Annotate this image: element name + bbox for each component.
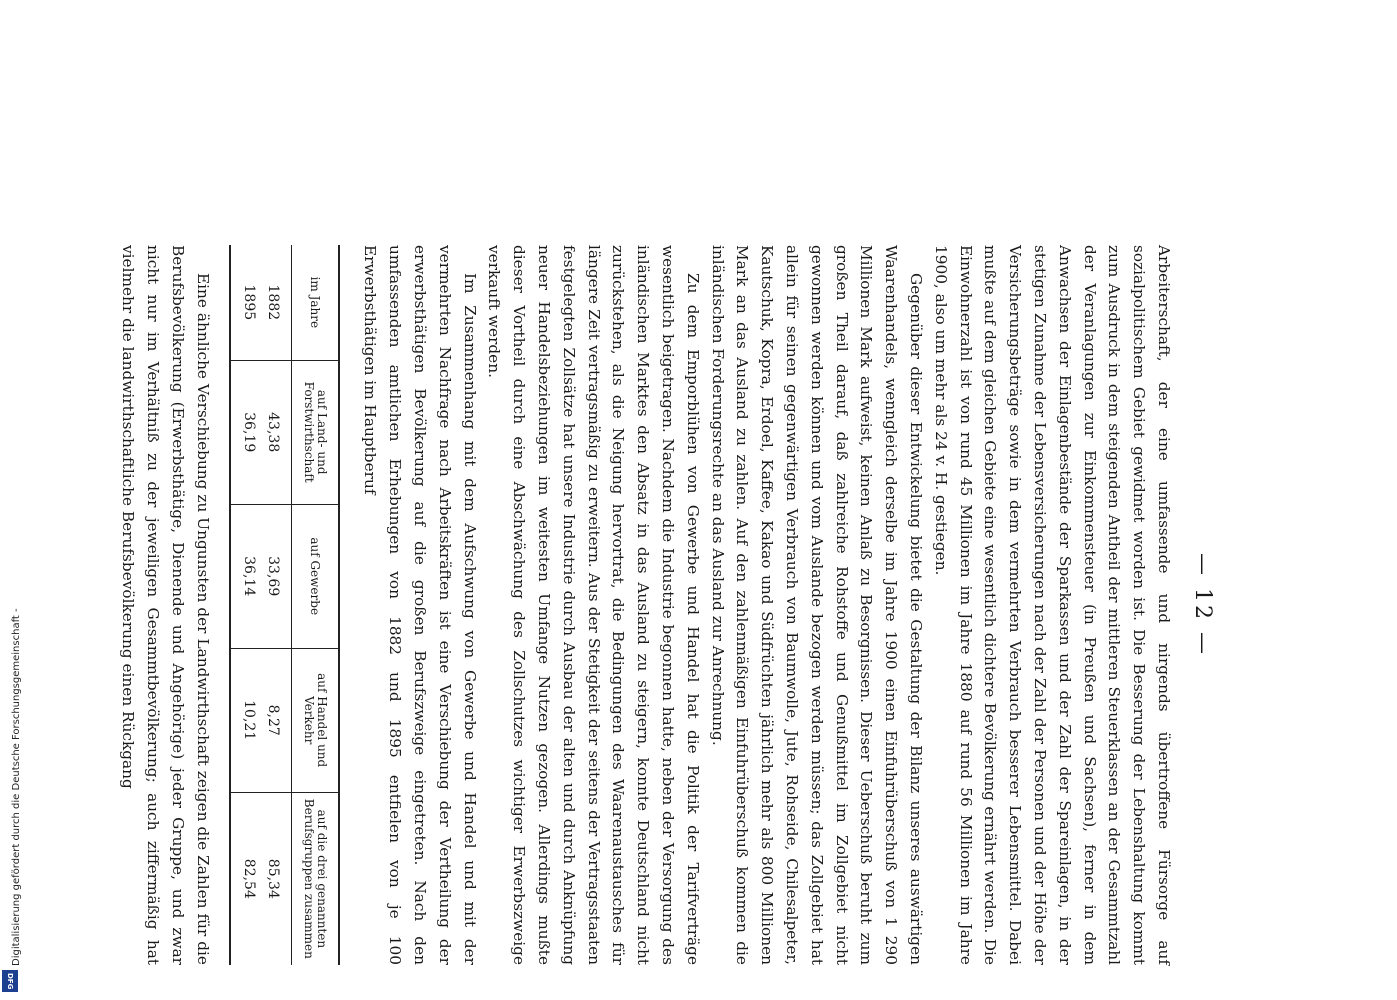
paragraph-4: Im Zusammenhang mit dem Aufschwung von Gewerbe und Handel und mit der vermehrten Nachfrage nach Arbeitskräften ist eine Verschiebung der Vertheilung der erwerbsthätigen Bevölkerung auf die großen Berufszweige eingetreten. Nach den umfassenden amtlichen Erhebungen von 1882 und 1895 entfielen von je 100 Erwerbsthätigen im Hauptberuf: [361, 245, 479, 965]
header-year: im Jahre: [291, 245, 339, 360]
cell-total: 82,54: [230, 792, 261, 965]
table-row: [261, 245, 292, 965]
cell-industry: 36,14: [230, 504, 261, 648]
credit-text: Digitalisierung gefördert durch die Deutsche Forschungsgemeinschaft -: [11, 608, 22, 966]
cell-trade: 8,27: [261, 648, 292, 792]
header-total: auf die drei genannten Berufsgruppen zusammen: [291, 792, 339, 965]
header-industry: auf Gewerbe: [291, 504, 339, 648]
cell-agriculture: 43,38: [261, 360, 292, 504]
table-header-row: [291, 245, 339, 965]
cell-year: 1895: [240, 284, 257, 321]
occupation-statistics-table: [229, 245, 340, 965]
paragraph-3: Zu dem Emporblühen von Gewerbe und Handel hat die Politik der Tarifverträge wesentlich beigetragen. Nachdem die Industrie begonnen hatte, neben der Versorgung des inländischen Marktes den Absatz in das Ausland zu steigern, konnte Deutschland nicht zurückstehen, als die Neigung hervortrat, die Bedingungen des Waarenaustausches für längere Zeit vertragsmäßig zu erweitern. Aus der Stetigkeit der seitens der Vertragsstaaten festgelegten Zollsätze hat unsere Industrie durch Ausbau der alten und durch Anknüpfung neuer Handelsbeziehungen im weitesten Umfange Nutzen gezogen. Allerdings mußte dieser Vortheil durch eine Abschwächung des Zollschutzes wichtiger Erwerbszweige verkauft werden.: [485, 245, 702, 965]
side-credit: [0, 0, 22, 1000]
paragraph-5: Eine ähnliche Verschiebung zu Ungunsten der Landwirthschaft zeigen die Zahlen für die Berufsbevölkerung (Erwerbsthätige, Dienende und Angehörige) jeder Gruppe, und zwar nicht nur im Verhältniß zu der jeweiligen Gesammtbevölkerung; auch ziffermäßig hat vielmehr die landwirthschaftliche Berufsbevölkerung einen Rückgang: [119, 245, 212, 965]
cell-agriculture: 36,19: [230, 360, 261, 504]
cell-industry: 33,69: [261, 504, 292, 648]
header-agriculture: auf Land- und Forstwirthschaft: [291, 360, 339, 504]
paragraph-2: Gegenüber dieser Entwickelung bietet die Gestaltung der Bilanz unseres auswärtigen Waarenhandels, wenngleich derselbe im Jahre 1900 einen Einfuhrüberschuß von 1 290 Millionen Mark aufweist, keinen Anlaß zu Besorgnissen. Dieser Ueberschuß beruht zum großen Theil darauf, daß zahlreiche Rohstoffe und Genußmittel im Zollgebiet nicht gewonnen werden können und vom Auslande bezogen werden müssen; das Zollgebiet hat allein für seinen gegenwärtigen Verbrauch von Baumwolle, Jute, Rohseide, Chilesalpeter, Kautschuk, Kopra, Erdoel, Kaffee, Kakao und Südfrüchten jährlich mehr als 800 Millionen Mark an das Ausland zu zahlen. Auf den zahlenmäßigen Einfuhrüberschuß kommen die inländischen Forderungsrechte an das Ausland zur Anrechnung.: [708, 245, 926, 965]
document-page: [119, 245, 1215, 965]
cell-year: 1882: [264, 284, 281, 321]
table-row: [230, 245, 261, 965]
paragraph-1: Arbeiterschaft, der eine umfassende und nirgends übertroffene Fürsorge auf sozialpolitischem Gebiet gewidmet worden ist. Die Besserung der Lebenshaltung kommt zum Ausdruck in dem steigenden Antheil der mittleren Steuerklassen an der Gesammtzahl der Veranlagungen zur Einkommensteuer (in Preußen und Sachsen), ferner in dem Anwachsen der Einlagenbestände der Sparkassen und der Zahl der Spareinlagen, in der stetigen Zunahme der Lebensversicherungen nach der Zahl der Personen und der Höhe der Versicherungsbeträge sowie in dem vermehrten Verbrauch besserer Lebensmittel. Dabei mußte auf dem gleichen Gebiete eine wesentlich dichtere Bevölkerung ernährt werden. Die Einwohnerzahl ist von rund 45 Millionen im Jahre 1880 auf rund 56 Millionen im Jahre 1900, also um mehr als 24 v. H. gestiegen.: [931, 245, 1173, 965]
dfg-logo-icon: DFG: [2, 970, 18, 992]
cell-trade: 10,21: [230, 648, 261, 792]
cell-total: 85,34: [261, 792, 292, 965]
header-trade: auf Handel und Verkehr: [291, 648, 339, 792]
page-number: — 12 —: [1190, 553, 1215, 657]
